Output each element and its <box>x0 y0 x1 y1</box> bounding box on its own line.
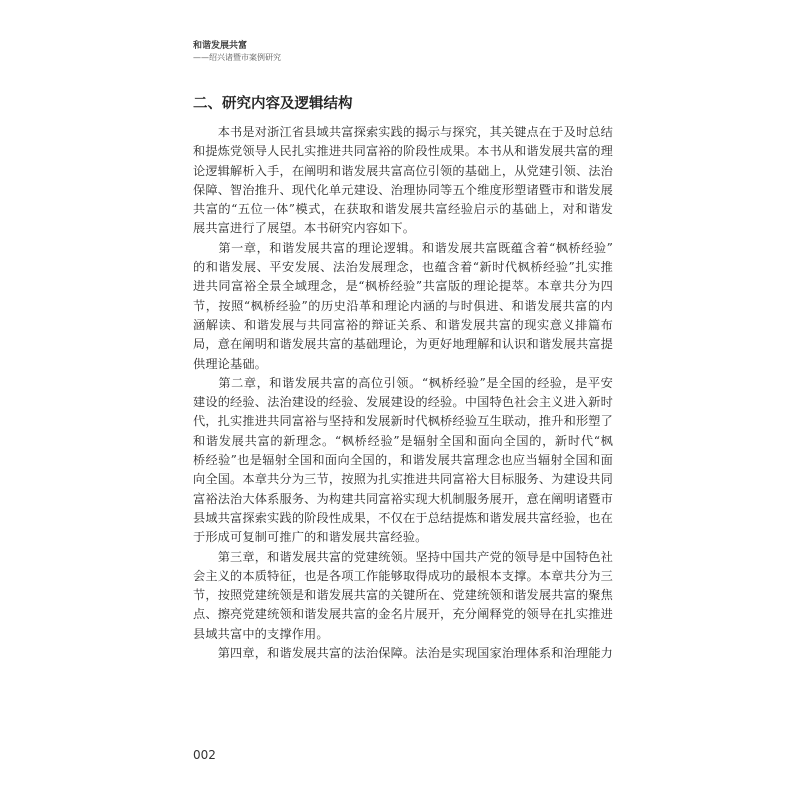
text-line: 供理论基础。 <box>193 356 268 371</box>
text-line: 节，按照“枫桥经验”的历史沿革和理论内涵的与时俱进、和谐发展共富的内 <box>193 298 613 313</box>
text-line: 保障、智治推升、现代化单元建设、治理协同等五个维度形塑诸暨市和谐发展 <box>193 182 613 197</box>
text-line: 进共同富裕全景全域理念，是“枫桥经验”共富版的理论提萃。本章共分为四 <box>193 279 613 294</box>
text-line: 第一章，和谐发展共富的理论逻辑。和谐发展共富既蕴含着“枫桥经验” <box>193 240 613 255</box>
text-line: 第二章，和谐发展共富的高位引领。“枫桥经验”是全国的经验，是平安 <box>193 375 613 390</box>
text-line: 于形成可复制可推广的和谐发展共富经验。 <box>193 530 428 545</box>
text-line: 富裕法治大体系服务、为构建共同富裕实现大机制服务展开，意在阐明诸暨市 <box>193 491 613 506</box>
text-line: 共富的“五位一体”模式，在获取和谐发展共富经验启示的基础上，对和谐发 <box>193 202 613 217</box>
text-line: 和提炼党领导人民扎实推进共同富裕的阶段性成果。本书从和谐发展共富的理 <box>193 144 613 159</box>
paragraph <box>193 374 613 548</box>
text-line: 向全国。本章共分为三节，按照为扎实推进共同富裕大目标服务、为建设共同 <box>193 472 613 487</box>
text-line: 建设的经验、法治建设的经验、发展建设的经验。中国特色社会主义进入新时 <box>193 395 613 410</box>
text-line: 的和谐发展、平安发展、法治发展理念，也蕴含着“新时代枫桥经验”扎实推 <box>193 260 613 275</box>
text-line: 和谐发展共富的新理念。“枫桥经验”是辐射全国和面向全国的，新时代“枫 <box>193 433 613 448</box>
text-line: 点、擦亮党建统领和谐发展共富的金名片展开，充分阐释党的领导在扎实推进 <box>193 607 613 622</box>
paragraph <box>193 644 613 663</box>
text-line: 局，意在阐明和谐发展共富的基础理论，为更好地理解和认识和谐发展共富提 <box>193 337 613 352</box>
text-line: 第三章，和谐发展共富的党建统领。坚持中国共产党的领导是中国特色社 <box>193 549 613 564</box>
text-line: 展共富进行了展望。本书研究内容如下。 <box>193 221 416 236</box>
text-line: 桥经验”也是辐射全国和面向全国的，和谐发展共富理念也应当辐射全国和面 <box>193 453 613 468</box>
text-line: 论逻辑解析入手，在阐明和谐发展共富高位引领的基础上，从党建引领、法治 <box>193 163 613 178</box>
paragraph <box>193 239 613 374</box>
text-line: 涵解读、和谐发展与共同富裕的辩证关系、和谐发展共富的现实意义排篇布 <box>193 317 613 332</box>
text-line: 县域共富中的支撑作用。 <box>193 626 329 641</box>
text-line: 节，按照党建统领是和谐发展共富的关键所在、党建统领和谐发展共富的聚焦 <box>193 588 613 603</box>
text-line: 本书是对浙江省县域共富探索实践的揭示与探究，其关键点在于及时总结 <box>193 125 613 139</box>
section-heading: 二、研究内容及逻辑结构 <box>193 95 353 112</box>
text-line: 会主义的本质特征，也是各项工作能够取得成功的最根本支撑。本章共分为三 <box>193 568 613 583</box>
body-text <box>193 123 613 663</box>
text-line: 代，扎实推进共同富裕与坚持和发展新时代枫桥经验互生联动，推升和形塑了 <box>193 414 613 429</box>
page-number: 002 <box>193 748 216 762</box>
text-line: 第四章，和谐发展共富的法治保障。法治是实现国家治理体系和治理能力 <box>193 646 613 661</box>
book-title: 和谐发展共富 <box>193 41 248 51</box>
text-line: 县域共富探索实践的阶段性成果，不仅在于总结提炼和谐发展共富经验，也在 <box>193 510 613 525</box>
running-head <box>193 40 281 64</box>
paragraph <box>193 123 613 239</box>
paragraph <box>193 548 613 644</box>
book-subtitle: ——绍兴诸暨市案例研究 <box>193 53 281 62</box>
